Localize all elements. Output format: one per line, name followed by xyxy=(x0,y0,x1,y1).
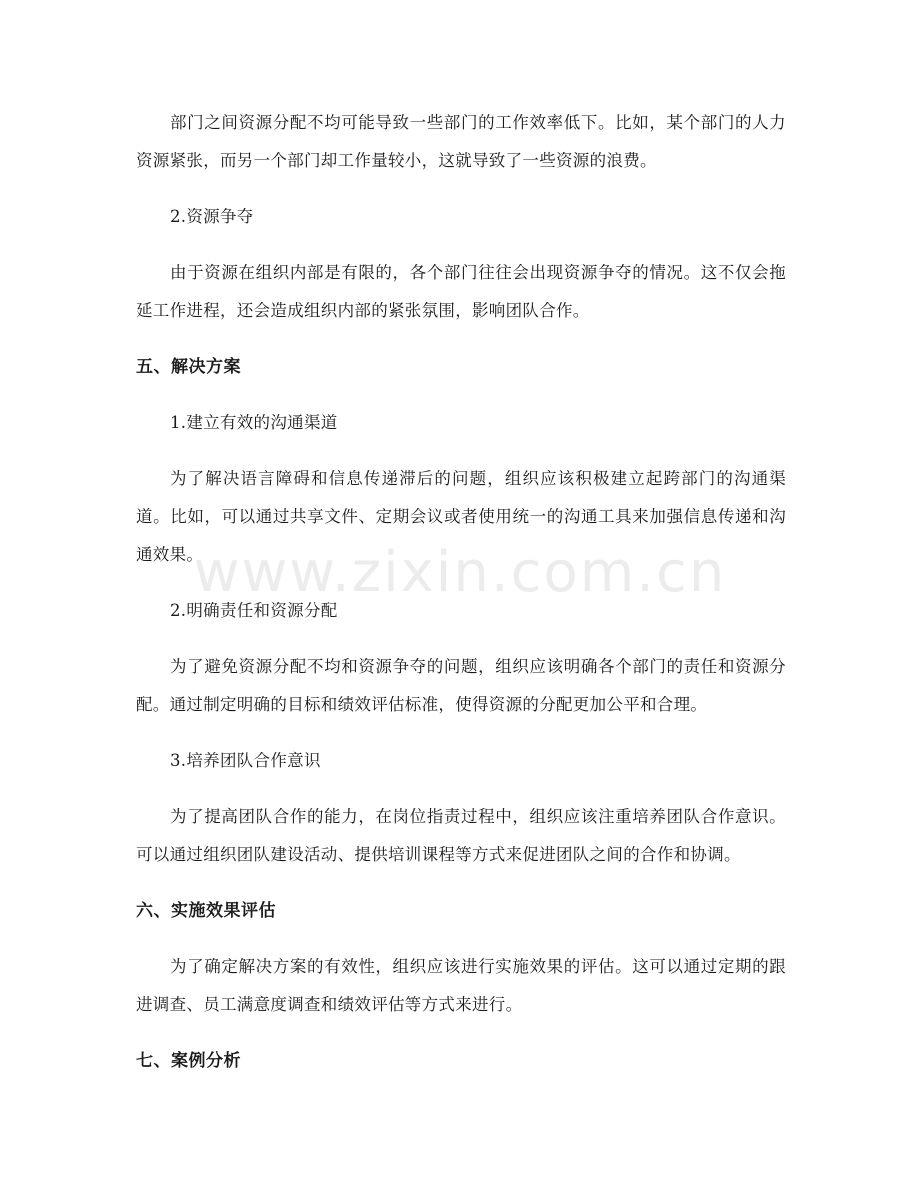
section-heading-case-analysis: 七、案例分析 xyxy=(136,1051,241,1071)
paragraph-responsibility-allocation: 为了避免资源分配不均和资源争夺的问题，组织应该明确各个部门的责任和资源分配。通过制定明确的目标和绩效评估标准，使得资源的分配更加公平和合理。 xyxy=(136,657,786,714)
subheading-resource-competition: 2.资源争夺 xyxy=(170,207,254,226)
paragraph-evaluation: 为了确定解决方案的有效性，组织应该进行实施效果的评估。这可以通过定期的跟进调查、员工满意度调查和绩效评估等方式来进行。 xyxy=(136,957,786,1014)
document-body xyxy=(136,104,786,1098)
section-heading-evaluation: 六、实施效果评估 xyxy=(136,901,276,921)
subheading-communication-channels: 1.建立有效的沟通渠道 xyxy=(170,413,338,432)
subheading-responsibility-allocation: 2.明确责任和资源分配 xyxy=(170,601,338,620)
paragraph-teamwork: 为了提高团队合作的能力，在岗位指责过程中，组织应该注重培养团队合作意识。可以通过组织团队建设活动、提供培训课程等方式来促进团队之间的合作和协调。 xyxy=(136,807,786,864)
paragraph-resource-imbalance: 部门之间资源分配不均可能导致一些部门的工作效率低下。比如，某个部门的人力资源紧张，而另一个部门却工作量较小，这就导致了一些资源的浪费。 xyxy=(136,113,786,170)
subheading-teamwork: 3.培养团队合作意识 xyxy=(170,751,321,770)
paragraph-communication-channels: 为了解决语言障碍和信息传递滞后的问题，组织应该积极建立起跨部门的沟通渠道。比如，可以通过共享文件、定期会议或者使用统一的沟通工具来加强信息传递和沟通效果。 xyxy=(136,469,786,564)
paragraph-resource-competition: 由于资源在组织内部是有限的，各个部门往往会出现资源争夺的情况。这不仅会拖延工作进程，还会造成组织内部的紧张氛围，影响团队合作。 xyxy=(136,263,786,320)
watermark-text: www.zixin.com.cn xyxy=(193,540,727,605)
section-heading-solutions: 五、解决方案 xyxy=(136,357,241,377)
